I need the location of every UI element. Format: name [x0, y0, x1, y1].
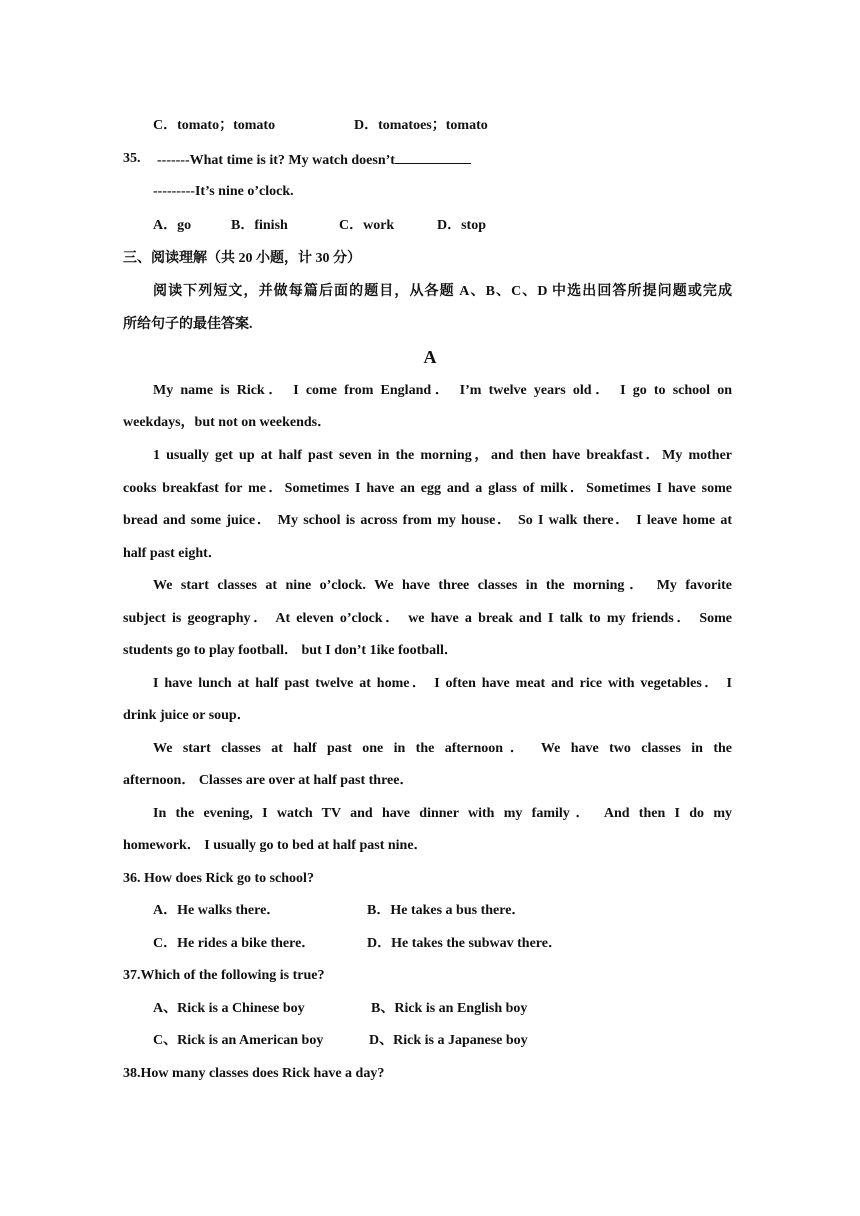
- q37-option-b: B、Rick is an English boy: [371, 1001, 528, 1016]
- passage-title: A: [423, 347, 437, 367]
- q35-option-d: D．stop: [437, 218, 487, 233]
- passage-line: cooks breakfast for me．Sometimes I have an egg and a glass of milk．Sometimes I have some: [123, 481, 732, 496]
- passage-line: In the evening, I watch TV and have dinner with my family． And then I do my: [153, 806, 732, 821]
- section-instruction-line2: 所给句子的最佳答案.: [123, 317, 253, 332]
- q35-answer-blank: [395, 149, 471, 164]
- q35-option-c: C．work: [339, 218, 395, 233]
- q35-number: 35.: [123, 151, 141, 166]
- passage-line: weekdays，but not on weekends．: [123, 415, 332, 430]
- passage-line: afternoon． Classes are over at half past three．: [123, 773, 414, 788]
- q34-option-c: C．tomato；tomato: [153, 118, 276, 133]
- passage-line: students go to play football． but I don’t 1ike football．: [123, 643, 458, 658]
- passage-line: homework． I usually go to bed at half past nine．: [123, 838, 428, 853]
- passage-line: 1 usually get up at half past seven in the morning，and then have breakfast．My mother: [153, 448, 732, 463]
- q35-reply: ---------It’s nine o’clock.: [153, 184, 294, 199]
- q35-option-b: B．finish: [231, 218, 288, 233]
- passage-line: drink juice or soup．: [123, 708, 251, 723]
- q35-option-a: A．go: [153, 218, 192, 233]
- q37-option-c: C、Rick is an American boy: [153, 1033, 324, 1048]
- passage-line: bread and some juice． My school is across from my house． So I walk there． I leave home at: [123, 513, 732, 528]
- q34-option-d: D．tomatoes；tomato: [354, 118, 488, 133]
- q36-option-d: D．He takes the subwav there．: [367, 936, 562, 951]
- q36-option-a: A．He walks there．: [153, 903, 281, 918]
- passage-line: My name is Rick． I come from England． I’m twelve years old． I go to school on: [153, 383, 732, 398]
- section-heading: 三、阅读理解（共 20 小题，计 30 分）: [123, 251, 361, 266]
- q37-option-d: D、Rick is a Japanese boy: [369, 1033, 528, 1048]
- q36-option-b: B．He takes a bus there．: [367, 903, 526, 918]
- passage-line: We start classes at nine o’clock. We have three classes in the morning． My favorite: [153, 578, 732, 593]
- q38-stem: 38.How many classes does Rick have a day?: [123, 1066, 385, 1081]
- passage-line: We start classes at half past one in the afternoon． We have two classes in the: [153, 741, 732, 756]
- q35-stem: [157, 149, 471, 171]
- q37-option-a: A、Rick is a Chinese boy: [153, 1001, 305, 1016]
- section-instruction-line1: 阅读下列短文，并做每篇后面的题目，从各题 A、B、C、D 中选出回答所提问题或完成: [153, 284, 732, 299]
- passage-line: half past eight．: [123, 546, 222, 561]
- passage-line: I have lunch at half past twelve at home． I often have meat and rice with vegetables． I: [153, 676, 732, 691]
- q36-stem: 36. How does Rick go to school?: [123, 871, 314, 886]
- passage-line: subject is geography． At eleven o’clock． we have a break and I talk to my friends． Some: [123, 611, 732, 626]
- q35-stem-text: -------What time is it? My watch doesn’t: [157, 153, 395, 168]
- q37-stem: 37.Which of the following is true?: [123, 968, 325, 983]
- q36-option-c: C．He rides a bike there．: [153, 936, 316, 951]
